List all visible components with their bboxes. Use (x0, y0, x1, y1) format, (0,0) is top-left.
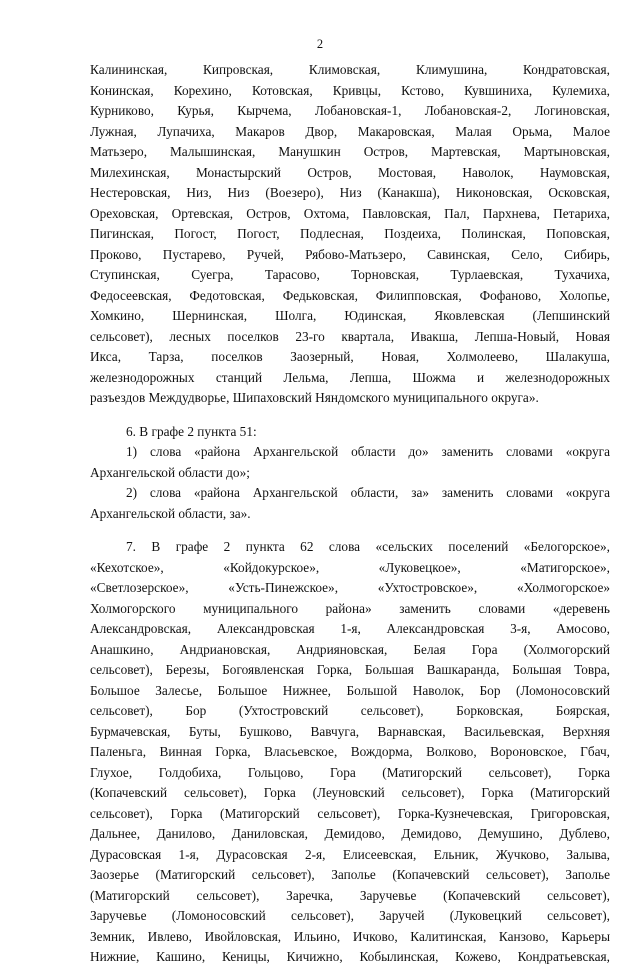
paragraph-gap (90, 409, 610, 422)
text-line: Икса, Тарза, поселков Заозерный, Новая, Холмолеево, Шалакуша, (90, 349, 610, 364)
text-line: разъездов Междудворье, Шипаховский Няндомского муниципального округа». (90, 390, 539, 405)
text-line: железнодорожных станций Лельма, Лепша, Шожма и железнодорожных (90, 369, 610, 385)
text-line: Дурасовская 1-я, Дурасовская 2-я, Елисеевская, Ельник, Жучково, Залыва, (90, 846, 610, 862)
text-line: Курниково, Курья, Кырчема, Лобановская-1, Лобановская-2, Логиновская, (90, 103, 610, 118)
text-line: Пигинская, Погост, Погост, Подлесная, Поздеиха, Полинская, Поповская, (90, 226, 610, 241)
text-line: Архангельской области до»; (90, 464, 250, 480)
text-line: Архангельской области, за». (90, 505, 251, 521)
text-line: Милехинская, Монастырский Остров, Мостовая, Наволок, Наумовская, (90, 164, 610, 180)
text-line: «Светлозерское», «Усть-Пинежское», «Ухтостровское», «Холмогорское» (90, 580, 610, 595)
paragraph-item-6 (90, 422, 610, 525)
text-line: Паленьга, Винная Горка, Власьевское, Вождорма, Волково, Вороновское, Гбач, (90, 744, 610, 759)
text-line: Большое Залесье, Большое Нижнее, Большой Наволок, Бор (Ломоносовский (90, 682, 610, 698)
text-line: Анашкино, Андриановская, Андрияновская, Белая Гора (Холмогорский (90, 641, 610, 657)
text-line: 7. В графе 2 пункта 62 слова «сельских поселений «Белогорское», (126, 539, 610, 554)
text-line: Ореховская, Ортевская, Остров, Охтома, Павловская, Пал, Пархнева, Петариха, (90, 205, 610, 221)
text-line: сельсовет), Горка (Матигорский сельсовет), Горка-Кузнечевская, Григоровская, (90, 805, 610, 821)
text-line: «Кехотское», «Койдокурское», «Луковецкое», «Матигорское», (90, 559, 610, 575)
text-line: Проково, Пустарево, Ручей, Рябово-Матьзеро, Савинская, Село, Сибирь, (90, 246, 610, 262)
text-line: Холмогорского муниципального района» заменить словами «деревень (90, 600, 610, 616)
text-line: Лужная, Лупачиха, Макаров Двор, Макаровская, Малая Орьма, Малое (90, 123, 610, 139)
text-line: сельсовет), Бор (Ухтостровский сельсовет), Борковская, Боярская, (90, 703, 610, 718)
text-line: Ступинская, Суегра, Тарасово, Торновская, Турлаевская, Тухачиха, (90, 267, 610, 282)
text-line: Хомкино, Шернинская, Шолга, Юдинская, Яковлевская (Лепшинский (90, 308, 610, 323)
text-line: 2) слова «района Архангельской области, за» заменить словами «округа (126, 485, 610, 500)
text-line: Калининская, Кипровская, Климовская, Климушина, Кондратовская, (90, 62, 610, 77)
page-number: 2 (316, 37, 324, 51)
text-line: 1) слова «района Архангельской области до» заменить словами «округа (126, 444, 610, 459)
text-line: сельсовет), Березы, Богоявленская Горка, Большая Вашкаранда, Большая Товра, (90, 662, 610, 677)
text-line: Земник, Ивлево, Ивойловская, Ильино, Ичково, Калитинская, Канзово, Карьеры (90, 928, 610, 944)
text-line: сельсовет), лесных поселков 23-го квартала, Ивакша, Лепша-Новый, Новая (90, 328, 610, 344)
text-line: Конинская, Корехино, Котовская, Кривцы, Кстово, Кувшиниха, Кулемиха, (90, 82, 610, 98)
text-line: 6. В графе 2 пункта 51: (126, 423, 257, 439)
text-line: (Копачевский сельсовет), Горка (Леуновский сельсовет), Горка (Матигорский (90, 785, 610, 800)
text-line: Дальнее, Данилово, Даниловская, Демидово, Демидово, Демушино, Дублево, (90, 826, 610, 841)
text-line: Александровская, Александровская 1-я, Александровская 3-я, Амосово, (90, 621, 610, 636)
text-line: Заручевье (Ломоносовский сельсовет), Заручей (Луковецкий сельсовет), (90, 908, 610, 923)
paragraph-gap (90, 524, 610, 537)
text-line: Федосеевская, Федотовская, Федьковская, Филипповская, Фофаново, Холопье, (90, 287, 610, 303)
document-body (90, 60, 610, 968)
text-line: Нижние, Кашино, Кеницы, Кичижно, Кобылинская, Кожево, Кондратьевская, (90, 949, 610, 964)
text-line: Бурмачевская, Буты, Бушково, Вавчуга, Варнавская, Васильевская, Верхняя (90, 723, 610, 739)
text-line: Матьзеро, Малышинская, Манушкин Остров, Мартевская, Мартыновская, (90, 144, 610, 159)
text-line: Заозерье (Матигорский сельсовет), Заполье (Копачевский сельсовет), Заполье (90, 867, 610, 882)
text-line: (Матигорский сельсовет), Заречка, Заручевье (Копачевский сельсовет), (90, 887, 610, 903)
text-line: Глухое, Голдобиха, Гольцово, Гора (Матигорский сельсовет), Горка (90, 764, 610, 780)
text-line: Нестеровская, Низ, Низ (Воезеро), Низ (Канакша), Никоновская, Осковская, (90, 185, 610, 200)
paragraph-item-7 (90, 537, 610, 968)
paragraph-place-list-continuation (90, 60, 610, 409)
